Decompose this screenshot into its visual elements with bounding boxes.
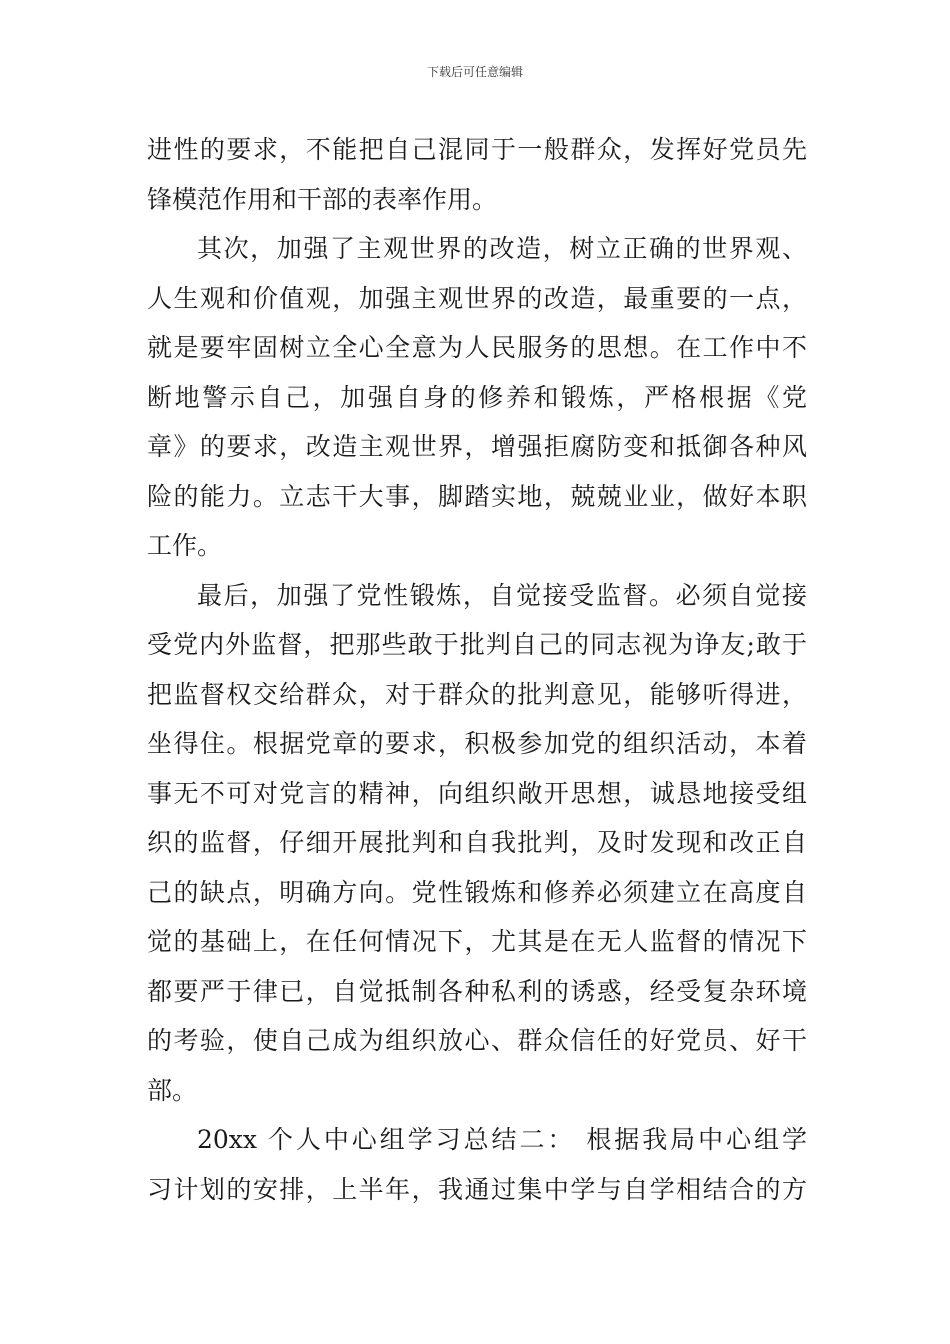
- text-line: 习计划的安排，上半年，我通过集中学与自学相结合的方: [147, 1174, 807, 1204]
- text-line: 其次，加强了主观世界的改造，树立正确的世界观、: [197, 234, 807, 263]
- text-line: 坐得住。根据党章的要求，积极参加党的组织活动，本着: [147, 729, 807, 758]
- text-line: 最后，加强了党性锻炼，自觉接受监督。必须自觉接: [197, 580, 807, 610]
- header-note: 下载后可任意编辑: [426, 65, 523, 79]
- text-line: 觉的基础上，在任何情况下，尤其是在无人监督的情况下: [147, 927, 807, 956]
- text-line: 都要严于律已，自觉抵制各种私利的诱惑，经受复杂环境: [147, 976, 807, 1006]
- text-line: 工作。: [147, 531, 223, 560]
- text-line: 己的缺点，明确方向。党性锻炼和修养必须建立在高度自: [147, 877, 807, 907]
- text-line: 锋模范作用和干部的表率作用。: [147, 184, 498, 214]
- text-line: 部。: [147, 1075, 198, 1105]
- text-line: 把监督权交给群众，对于群众的批判意见，能够听得进，: [147, 679, 807, 709]
- text-line: 人生观和价值观，加强主观世界的改造，最重要的一点，: [147, 283, 807, 313]
- text-line: 20xx 个人中心组学习总结二： 根据我局中心组学: [197, 1125, 807, 1154]
- text-line: 进性的要求，不能把自己混同于一般群众，发挥好党员先: [147, 135, 807, 164]
- text-line: 断地警示自己，加强自身的修养和锻炼，严格根据《党: [147, 382, 807, 412]
- text-line: 就是要牢固树立全心全意为人民服务的思想。在工作中不: [147, 333, 807, 362]
- text-line: 章》的要求，改造主观世界，增强拒腐防变和抵御各种风: [147, 432, 807, 461]
- text-line: 事无不可对党言的精神，向组织敞开思想，诚恳地接受组: [147, 778, 807, 808]
- text-line: 受党内外监督，把那些敢于批判自己的同志视为诤友;敢于: [147, 630, 807, 659]
- body-text: [147, 125, 807, 1214]
- text-line: 的考验，使自己成为组织放心、群众信任的好党员、好干: [147, 1026, 807, 1055]
- text-line: 织的监督，仔细开展批判和自我批判，及时发现和改正自: [147, 828, 807, 857]
- text-line: 险的能力。立志干大事，脚踏实地，兢兢业业，做好本职: [147, 481, 807, 511]
